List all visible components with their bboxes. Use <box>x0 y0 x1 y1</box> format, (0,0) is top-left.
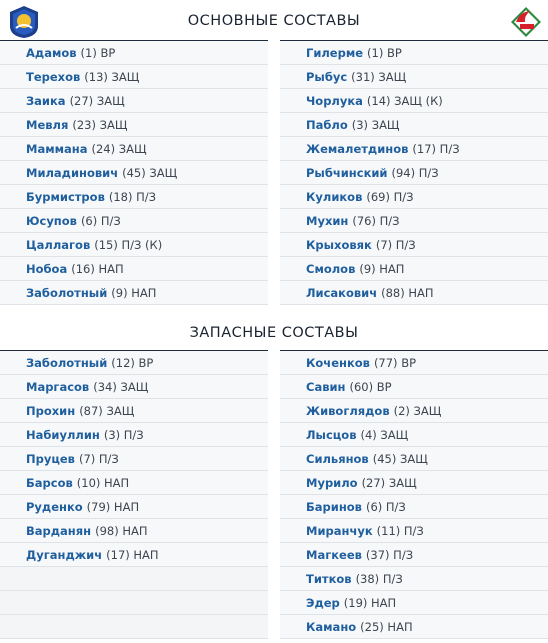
player-name-link[interactable]: Рыбчинский <box>306 165 388 180</box>
player-row <box>280 89 548 113</box>
player-number-position: (16) НАП <box>71 261 124 276</box>
player-number-position: (27) ЗАЩ <box>361 475 417 490</box>
player-number-position: (34) ЗАЩ <box>93 379 149 394</box>
player-row <box>280 447 548 471</box>
starting-lineups-title: ОСНОВНЫЕ СОСТАВЫ <box>187 13 361 29</box>
player-row <box>280 375 548 399</box>
player-row <box>280 209 548 233</box>
player-name-link[interactable]: Заболотный <box>26 355 108 370</box>
player-name-link[interactable]: Терехов <box>26 69 81 84</box>
player-name-link[interactable]: Барсов <box>26 475 73 490</box>
player-name-link[interactable]: Куликов <box>306 189 363 204</box>
player-number-position: (45) ЗАЩ <box>372 451 428 466</box>
player-row <box>0 185 268 209</box>
player-row <box>0 495 268 519</box>
player-row <box>280 543 548 567</box>
player-name-link[interactable]: Чорлука <box>306 93 363 108</box>
player-row <box>280 567 548 591</box>
player-row <box>280 281 548 305</box>
player-number-position: (17) П/З <box>412 141 460 156</box>
player-row <box>280 65 548 89</box>
player-number-position: (7) П/З <box>78 451 119 466</box>
player-row <box>0 161 268 185</box>
player-number-position: (24) ЗАЩ <box>91 141 147 156</box>
away-starting-column <box>280 40 548 305</box>
starting-lineups <box>0 40 548 305</box>
player-number-position: (98) НАП <box>95 523 148 538</box>
player-row <box>280 399 548 423</box>
player-row <box>280 471 548 495</box>
player-row <box>0 471 268 495</box>
player-number-position: (38) П/З <box>355 571 403 586</box>
substitute-lineups <box>0 350 548 639</box>
player-name-link[interactable]: Эдер <box>306 595 340 610</box>
player-number-position: (6) П/З <box>80 213 121 228</box>
empty-row <box>0 591 268 615</box>
player-row <box>280 113 548 137</box>
player-row <box>0 233 268 257</box>
player-number-position: (1) ВР <box>367 45 402 60</box>
player-number-position: (15) П/З (К) <box>94 237 163 252</box>
player-name-link[interactable]: Набиуллин <box>26 427 100 442</box>
player-name-link[interactable]: Заика <box>26 93 66 108</box>
player-row <box>0 375 268 399</box>
player-name-link[interactable]: Заболотный <box>26 285 108 300</box>
player-number-position: (14) ЗАЩ (К) <box>366 93 443 108</box>
player-name-link[interactable]: Миранчук <box>306 523 373 538</box>
player-name-link[interactable]: Рыбус <box>306 69 348 84</box>
player-name-link[interactable]: Гилерме <box>306 45 364 60</box>
player-row <box>0 257 268 281</box>
player-number-position: (13) ЗАЩ <box>84 69 140 84</box>
player-row <box>0 41 268 65</box>
player-name-link[interactable]: Нобоа <box>26 261 68 276</box>
player-row <box>280 185 548 209</box>
player-row <box>280 615 548 639</box>
player-row <box>0 519 268 543</box>
player-name-link[interactable]: Маммана <box>26 141 88 156</box>
player-name-link[interactable]: Баринов <box>306 499 362 514</box>
player-number-position: (94) П/З <box>391 165 439 180</box>
player-row <box>0 209 268 233</box>
player-name-link[interactable]: Варданян <box>26 523 92 538</box>
player-number-position: (19) НАП <box>343 595 397 610</box>
player-number-position: (10) НАП <box>76 475 130 490</box>
player-row <box>0 423 268 447</box>
player-row <box>280 423 548 447</box>
player-name-link[interactable]: Смолов <box>306 261 356 276</box>
player-name-link[interactable]: Жемалетдинов <box>306 141 409 156</box>
player-row <box>280 257 548 281</box>
player-name-link[interactable]: Миладинович <box>26 165 119 180</box>
substitutes-title: ЗАПАСНЫЕ СОСТАВЫ <box>189 325 359 341</box>
player-name-link[interactable]: Мухин <box>306 213 349 228</box>
player-row <box>0 351 268 375</box>
player-row <box>280 351 548 375</box>
player-number-position: (7) П/З <box>375 237 416 252</box>
player-name-link[interactable]: Юсупов <box>26 213 77 228</box>
player-name-link[interactable]: Руденко <box>26 499 83 514</box>
player-number-position: (76) П/З <box>352 213 400 228</box>
player-name-link[interactable]: Маргасов <box>26 379 90 394</box>
player-row <box>0 281 268 305</box>
player-number-position: (23) ЗАЩ <box>72 117 128 132</box>
player-number-position: (18) П/З <box>108 189 157 204</box>
player-name-link[interactable]: Адамов <box>26 45 77 60</box>
player-row <box>280 519 548 543</box>
player-row <box>0 399 268 423</box>
player-name-link[interactable]: Мурило <box>306 475 358 490</box>
player-number-position: (12) ВР <box>111 355 154 370</box>
player-number-position: (9) НАП <box>111 285 157 300</box>
player-number-position: (31) ЗАЩ <box>351 69 407 84</box>
player-row <box>280 161 548 185</box>
player-number-position: (1) ВР <box>80 45 116 60</box>
empty-row <box>0 615 268 639</box>
player-name-link[interactable]: Лысцов <box>306 427 357 442</box>
player-name-link[interactable]: Мевля <box>26 117 69 132</box>
home-starting-column <box>0 40 268 305</box>
player-name-link[interactable]: Крыховяк <box>306 237 372 252</box>
player-number-position: (4) ЗАЩ <box>360 427 409 442</box>
player-name-link[interactable]: Пруцев <box>26 451 75 466</box>
player-number-position: (9) НАП <box>359 261 405 276</box>
player-name-link[interactable]: Камано <box>306 619 357 634</box>
player-number-position: (2) ЗАЩ <box>393 403 442 418</box>
lokomotiv-club-logo-icon <box>508 4 544 40</box>
player-row <box>0 447 268 471</box>
player-row <box>0 137 268 161</box>
player-name-link[interactable]: Сильянов <box>306 451 369 466</box>
player-name-link[interactable]: Живоглядов <box>306 403 390 418</box>
player-number-position: (3) П/З <box>103 427 144 442</box>
player-row <box>0 543 268 567</box>
player-name-link[interactable]: Дуганджич <box>26 547 103 562</box>
player-number-position: (6) П/З <box>365 499 406 514</box>
player-number-position: (69) П/З <box>366 189 414 204</box>
player-number-position: (77) ВР <box>373 355 417 370</box>
player-name-link[interactable]: Коченков <box>306 355 370 370</box>
player-row <box>280 137 548 161</box>
player-number-position: (79) НАП <box>86 499 140 514</box>
player-number-position: (27) ЗАЩ <box>69 93 125 108</box>
player-name-link[interactable]: Савин <box>306 379 346 394</box>
player-row <box>0 89 268 113</box>
player-name-link[interactable]: Магкеев <box>306 547 362 562</box>
player-number-position: (25) НАП <box>360 619 413 634</box>
player-number-position: (37) П/З <box>365 547 414 562</box>
player-row <box>280 233 548 257</box>
player-number-position: (60) ВР <box>349 379 392 394</box>
player-name-link[interactable]: Лисакович <box>306 285 378 300</box>
player-name-link[interactable]: Цаллагов <box>26 237 91 252</box>
player-number-position: (87) ЗАЩ <box>79 403 135 418</box>
player-name-link[interactable]: Титков <box>306 571 352 586</box>
player-name-link[interactable]: Прохин <box>26 403 76 418</box>
player-name-link[interactable]: Пабло <box>306 117 348 132</box>
player-row <box>280 41 548 65</box>
player-number-position: (45) ЗАЩ <box>122 165 178 180</box>
player-name-link[interactable]: Бурмистров <box>26 189 105 204</box>
player-row <box>0 113 268 137</box>
player-number-position: (11) П/З <box>376 523 424 538</box>
player-number-position: (88) НАП <box>381 285 434 300</box>
empty-row <box>0 567 268 591</box>
player-row <box>280 591 548 615</box>
lineups-header <box>0 0 548 44</box>
home-bench-column <box>0 350 268 639</box>
away-bench-column <box>280 350 548 639</box>
player-row <box>280 495 548 519</box>
player-number-position: (3) ЗАЩ <box>351 117 400 132</box>
player-row <box>0 65 268 89</box>
player-number-position: (17) НАП <box>106 547 159 562</box>
